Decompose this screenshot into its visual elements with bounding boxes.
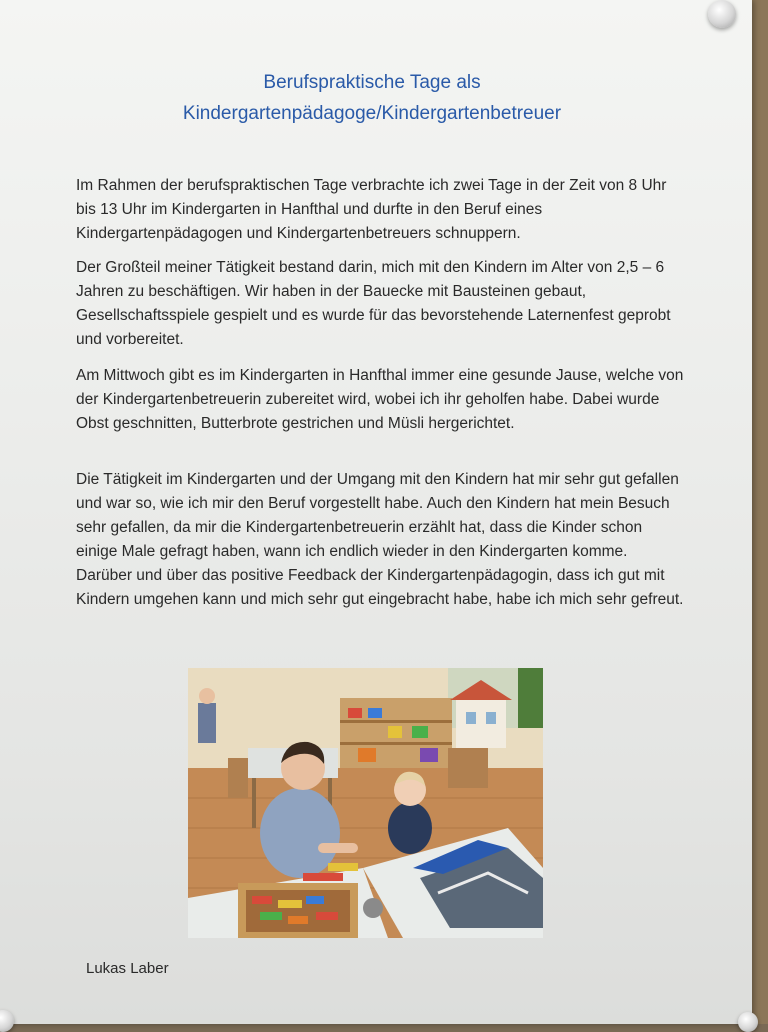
document-title-line-1: Berufspraktische Tage als [263, 72, 481, 93]
paragraph-4: Die Tätigkeit im Kindergarten und der Umgang mit den Kindern hat mir sehr gut gefallen und war so, wie ich mir den Beruf vorgestellt habe. Auch den Kindern hat mein Besuch sehr gefallen, da mir die Kindergartenbetreuerin erzählt hat, dass die Kinder schon einige Male gefragt haben, wann ich endlich wieder in den Kindergarten komme. Darüber und über das positive Feedback der Kindergartenpädagogin, dass ich gut mit Kindern umgehen kann und mich sehr gut eingebracht habe, habe ich mich sehr gefreut. [76, 471, 684, 608]
pushpin-icon [738, 1012, 758, 1032]
kindergarten-photo-illustration [188, 668, 543, 938]
paragraph-3: Am Mittwoch gibt es im Kindergarten in Hanfthal immer eine gesunde Jause, welche von der Kindergartenbetreuerin zubereitet wird, wobei ich ihr geholfen habe. Dabei wurde Obst geschnitten, Butterbrote gestrichen und Müsli hergerichtet. [76, 367, 684, 432]
paragraph-1: Im Rahmen der berufspraktischen Tage verbrachte ich zwei Tage in der Zeit von 8 Uhr bis 13 Uhr im Kindergarten in Hanfthal und durfte in den Beruf eines Kindergartenpädagogen und Kindergartenbetreuers schnuppern. [76, 177, 667, 242]
paragraph-2: Der Großteil meiner Tätigkeit bestand darin, mich mit den Kindern im Alter von 2,5 – 6 Jahren zu beschäftigen. Wir haben in der Bauecke mit Bausteinen gebaut, Gesellschaftsspiele gespielt und es wurde für das bevorstehende Laternenfest geprobt und vorbereitet. [76, 259, 671, 348]
kindergarten-photo [188, 668, 543, 938]
signature-name: Lukas Laber [86, 960, 169, 977]
pushpin-icon [708, 0, 736, 28]
document-title-line-2: Kindergartenpädagoge/Kindergartenbetreuer [182, 103, 562, 124]
